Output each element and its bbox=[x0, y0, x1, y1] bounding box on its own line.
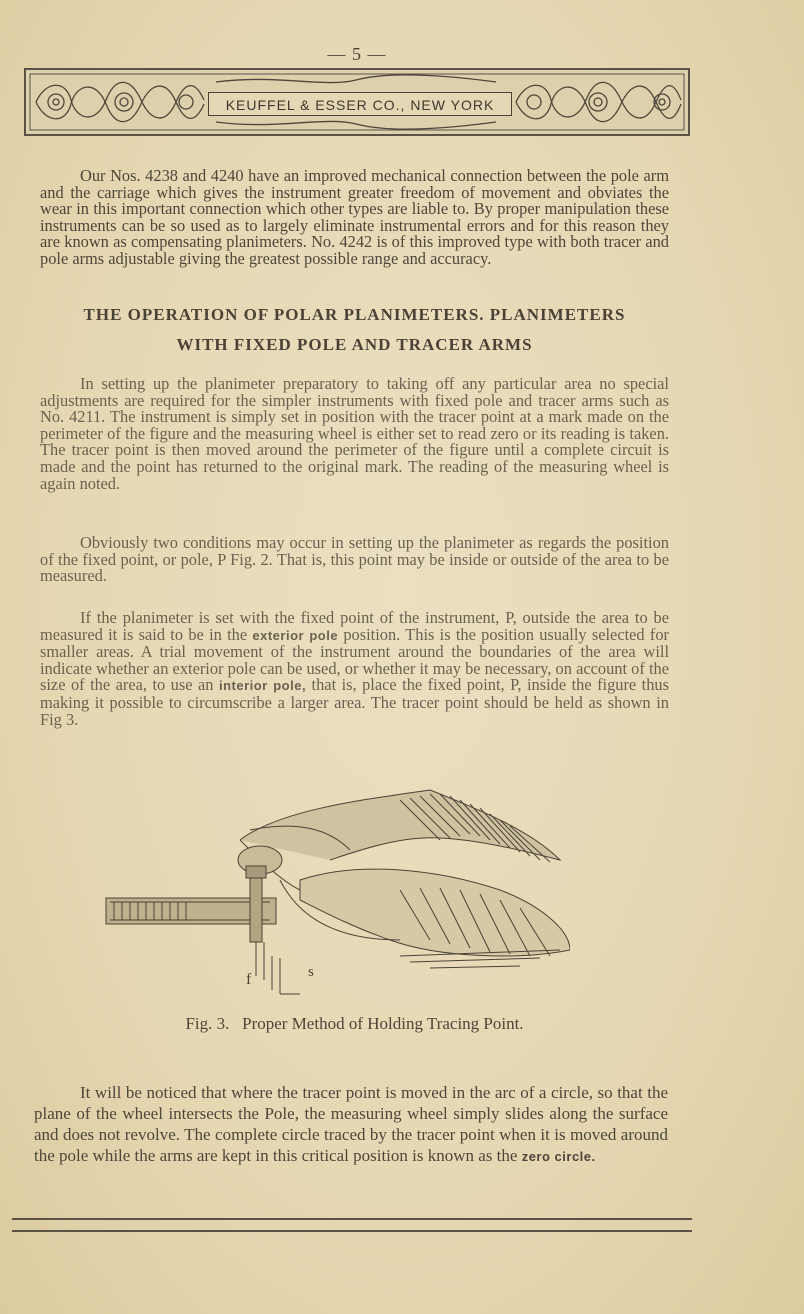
section-heading bbox=[40, 300, 669, 360]
fig3-illustration bbox=[100, 780, 570, 1000]
figure-caption: Fig. 3. Proper Method of Holding Tracing Point. bbox=[185, 1014, 524, 1033]
setup-text: In setting up the planimeter preparatory to taking off any particular area no special adjustments are required for the simpler instruments with fixed pole and tracer arms such as No. 4211. The instrument is simply set in position with the tracer point at a mark made on the perimeter of the figure and the measuring wheel is either set to read zero or its reading is taken. The tracer point is then moved around the perimeter of the figure until a complete circuit is made and the point has returned to the original mark. The reading of the measuring wheel is again noted. bbox=[40, 374, 669, 493]
intro-text: Our Nos. 4238 and 4240 have an improved mechanical connection between the pole arm and the carriage which gives the instrument greater freedom of movement and obviates the wear in this important connection which other types are liable to. By proper manipulation these instruments can be so used as to largely eliminate instrumental errors and for this reason they are known as compensating planimeters. No. 4242 is of this improved type with both tracer and pole arms adjustable giving the greatest possible range and accuracy. bbox=[40, 166, 669, 268]
hand-holding-tracer-illustration bbox=[100, 780, 570, 1000]
intro-paragraph bbox=[40, 168, 669, 268]
conditions-paragraph bbox=[40, 535, 669, 585]
heading-line-2: WITH FIXED POLE AND TRACER ARMS bbox=[176, 335, 533, 354]
header-banner bbox=[24, 68, 690, 136]
zero-circle-paragraph bbox=[34, 1082, 668, 1167]
conditions-text: Obviously two conditions may occur in setting up the planimeter as regards the position of the fixed point, or pole, P Fig. 2. That is, this point may be inside or outside of the area to be measured. bbox=[40, 533, 669, 586]
setup-paragraph bbox=[40, 376, 669, 492]
interior-pole-term: interior pole, bbox=[218, 678, 307, 694]
bottom-rule-2 bbox=[12, 1230, 692, 1232]
zero-circle-term: zero circle. bbox=[521, 1149, 596, 1164]
figure-label-s: s bbox=[308, 964, 314, 980]
banner-title: KEUFFEL & ESSER CO., NEW YORK bbox=[208, 92, 512, 116]
zero-circle-text: It will be noticed that where the tracer point is moved in the arc of a circle, so that the plane of the wheel intersects the Pole, the measuring wheel simply slides along the surface and does not revolve. The complete circle traced by the tracer point when it is moved around the pole while the arms are kept in this critical position is known as the zero circle. bbox=[34, 1083, 668, 1165]
pole-text: If the planimeter is set with the fixed point of the instrument, P, outside the area to be measured it is said to be in the exterior pole position. This is the position usually selected for smaller areas. A trial movement of the instrument around the boundaries of the area will indicate whether an exterior pole can be used, or whether it may be necessary, on account of the size of the area, to use an interior pole, that is, place the fixed point, P, inside the figure thus making it possible to circumscribe a larger area. The tracer point should be held as shown in Fig 3. bbox=[40, 608, 670, 729]
bottom-rule-1 bbox=[12, 1218, 692, 1220]
exterior-pole-term: exterior pole bbox=[252, 627, 339, 643]
figure-label-f: f bbox=[246, 971, 252, 988]
heading-line-1: THE OPERATION OF POLAR PLANIMETERS. PLANIMETERS bbox=[83, 305, 626, 324]
pole-paragraph bbox=[40, 610, 669, 728]
page-number: — 5 — bbox=[327, 44, 387, 64]
